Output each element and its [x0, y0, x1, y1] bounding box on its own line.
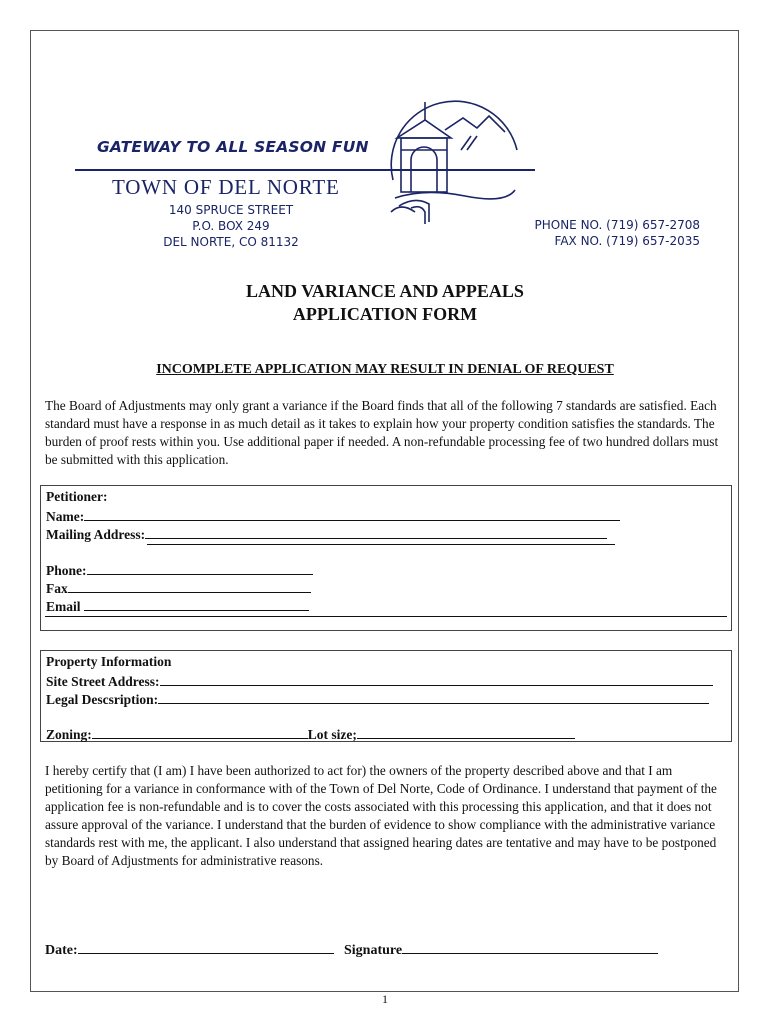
- email-field[interactable]: [46, 597, 309, 615]
- petitioner-section: [40, 485, 732, 631]
- email-input-line[interactable]: [84, 597, 309, 611]
- lot-size-input-line[interactable]: [357, 725, 575, 739]
- site-address-input-line[interactable]: [160, 672, 713, 686]
- signature-label: Signature: [344, 943, 403, 958]
- form-title-line-2: APPLICATION FORM: [292, 304, 478, 324]
- petitioner-heading: Petitioner:: [46, 489, 108, 504]
- letterhead-tagline: GATEWAY TO ALL SEASON FUN: [97, 138, 369, 156]
- fax-field[interactable]: [46, 579, 311, 597]
- phone-field[interactable]: [46, 561, 313, 579]
- site-address-label: Site Street Address:: [46, 674, 160, 689]
- phone-input-line[interactable]: [87, 561, 313, 575]
- lot-size-label: Lot size;: [307, 727, 357, 742]
- letterhead-street: 140 SPRUCE STREET: [168, 203, 294, 217]
- mailing-address-label: Mailing Address:: [46, 527, 146, 542]
- name-field[interactable]: [46, 507, 620, 525]
- signature-field[interactable]: [344, 940, 658, 959]
- email-label: Email: [46, 599, 81, 614]
- fax-input-line[interactable]: [68, 579, 311, 593]
- legal-description-field[interactable]: [46, 690, 709, 708]
- mailing-address-field[interactable]: [46, 525, 607, 543]
- signature-input-line[interactable]: [402, 940, 658, 954]
- petitioner-extra-line[interactable]: [45, 616, 727, 617]
- date-input-line[interactable]: [78, 940, 334, 954]
- fax-label: Fax: [46, 581, 68, 596]
- mailing-address-input-line[interactable]: [145, 525, 607, 539]
- legal-description-input-line[interactable]: [158, 690, 709, 704]
- date-field[interactable]: [45, 940, 334, 959]
- property-section: [40, 650, 732, 742]
- phone-label: Phone:: [46, 563, 87, 578]
- form-title-line-1: LAND VARIANCE AND APPEALS: [246, 281, 524, 301]
- name-input-line[interactable]: [84, 507, 620, 521]
- legal-description-label: Legal Descsription:: [46, 692, 159, 707]
- mailing-address-second-line[interactable]: [147, 544, 615, 545]
- property-heading: Property Information: [46, 654, 172, 669]
- letterhead-po-box: P.O. BOX 249: [192, 219, 270, 233]
- certification-paragraph: I hereby certify that (I am) I have been authorized to act for) the owners of the property described above and that I am petitioning for a variance in conformance with of the Town of Del Norte, Code of Ordinance. I understand that payment of the application fee is non-refundable and is to cover the costs associated with this processing this application, and that it does not assure approval of the variance. I understand that the burden of evidence to show compliance with the administrative variance standards rest with me, the applicant. I also understand that assigned hearing dates are tentative and may have to be postponed by Board of Adjustments for administrative reasons.: [45, 763, 717, 868]
- letterhead-city: DEL NORTE, CO 81132: [163, 235, 299, 249]
- intro-paragraph: The Board of Adjustments may only grant a variance if the Board finds that all of the following 7 standards are satisfied. Each standard must have a response in as much detail as it takes to explain how your property condition satisfies the standards. The burden of proof rests within you. Use additional paper if needed. A non-refundable processing fee of two hundred dollars must be submitted with this application.: [45, 398, 719, 467]
- letterhead-fax: FAX NO. (719) 657-2035: [554, 234, 700, 248]
- date-label: Date:: [45, 943, 78, 958]
- letterhead-phone: PHONE NO. (719) 657-2708: [534, 218, 700, 232]
- site-address-field[interactable]: [46, 672, 713, 690]
- zoning-label: Zoning:: [46, 727, 92, 742]
- page-number: 1: [382, 992, 388, 1006]
- letterhead-town-name: TOWN OF DEL NORTE: [112, 175, 340, 199]
- zoning-input-line[interactable]: [92, 725, 308, 739]
- zoning-lot-row: [46, 725, 575, 743]
- incomplete-warning: INCOMPLETE APPLICATION MAY RESULT IN DENIAL OF REQUEST: [156, 362, 614, 377]
- name-label: Name:: [46, 509, 85, 524]
- town-logo-icon: [385, 80, 535, 230]
